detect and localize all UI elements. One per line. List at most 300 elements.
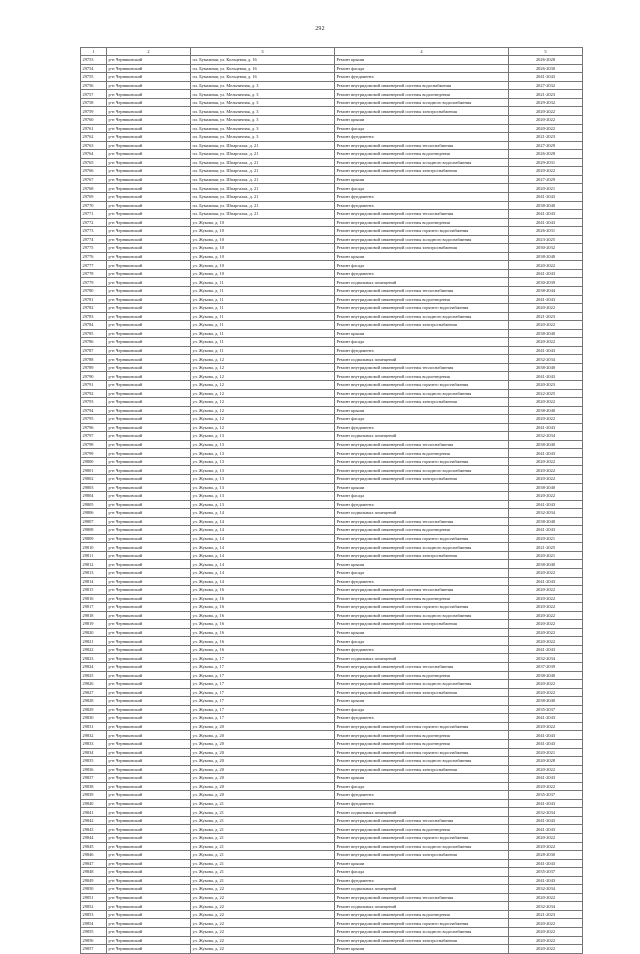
table-row bbox=[81, 201, 583, 210]
address-cell: пл. Бумажная, ул. Мельничная, д. 3 bbox=[191, 90, 335, 99]
row-number-cell: 29853 bbox=[81, 910, 107, 919]
work-type-cell: Ремонт подвальных помещений bbox=[335, 885, 509, 894]
address-cell: ул. Жукова, д. 16 bbox=[191, 603, 335, 612]
address-cell: ул. Жукова, д. 16 bbox=[191, 628, 335, 637]
row-number-cell: 29786 bbox=[81, 338, 107, 347]
address-cell: ул. Жукова, д. 11 bbox=[191, 304, 335, 313]
work-type-cell: Ремонт внутридомовой инженерной системы горячего водоснабжения bbox=[335, 534, 509, 543]
period-cell: 2020-2022 bbox=[509, 833, 583, 842]
district-cell: р-н Черниковский bbox=[107, 551, 191, 560]
row-number-cell: 29790 bbox=[81, 372, 107, 381]
address-cell: пл. Бумажная, ул. Шпаргалка, д. 21 bbox=[191, 167, 335, 176]
district-cell: р-н Черниковский bbox=[107, 81, 191, 90]
table-row bbox=[81, 833, 583, 842]
table-row bbox=[81, 64, 583, 73]
table-row bbox=[81, 663, 583, 672]
row-number-cell: 29839 bbox=[81, 791, 107, 800]
work-type-cell: Ремонт внутридомовой инженерной системы электроснабжения bbox=[335, 620, 509, 629]
period-cell: 2041-2043 bbox=[509, 218, 583, 227]
period-cell: 2041-2043 bbox=[509, 423, 583, 432]
period-cell: 2020-2022 bbox=[509, 927, 583, 936]
work-type-cell: Ремонт фундамента bbox=[335, 876, 509, 885]
table-row bbox=[81, 175, 583, 184]
address-cell: ул. Жукова, д. 20 bbox=[191, 757, 335, 766]
address-cell: ул. Жукова, д. 17 bbox=[191, 688, 335, 697]
header-cell-4: 4 bbox=[335, 48, 509, 56]
district-cell: р-н Черниковский bbox=[107, 569, 191, 578]
address-cell: ул. Жукова, д. 11 bbox=[191, 346, 335, 355]
district-cell: р-н Черниковский bbox=[107, 278, 191, 287]
row-number-cell: 29810 bbox=[81, 543, 107, 552]
period-cell: 2041-2043 bbox=[509, 774, 583, 783]
period-cell: 2027-2032 bbox=[509, 81, 583, 90]
row-number-cell: 29800 bbox=[81, 457, 107, 466]
capital-repair-table bbox=[80, 47, 583, 954]
row-number-cell: 29803 bbox=[81, 483, 107, 492]
address-cell: ул. Жукова, д. 20 bbox=[191, 722, 335, 731]
period-cell: 2020-2022 bbox=[509, 620, 583, 629]
address-cell: ул. Жукова, д. 14 bbox=[191, 526, 335, 535]
work-type-cell: Ремонт подвальных помещений bbox=[335, 902, 509, 911]
address-cell: ул. Жукова, д. 14 bbox=[191, 551, 335, 560]
period-cell: 2026-2028 bbox=[509, 56, 583, 65]
address-cell: ул. Жукова, д. 10 bbox=[191, 269, 335, 278]
period-cell: 2038-2040 bbox=[509, 560, 583, 569]
district-cell: р-н Черниковский bbox=[107, 594, 191, 603]
row-number-cell: 29795 bbox=[81, 415, 107, 424]
work-type-cell: Ремонт внутридомовой инженерной системы водоотведения bbox=[335, 372, 509, 381]
row-number-cell: 29828 bbox=[81, 697, 107, 706]
address-cell: пл. Бумажная, ул. Шпаргалка, д. 21 bbox=[191, 201, 335, 210]
row-number-cell: 29835 bbox=[81, 757, 107, 766]
period-cell: 2032-2034 bbox=[509, 808, 583, 817]
work-type-cell: Ремонт внутридомовой инженерной системы холодного водоснабжения bbox=[335, 680, 509, 689]
work-type-cell: Ремонт внутридомовой инженерной системы горячего водоснабжения bbox=[335, 748, 509, 757]
district-cell: р-н Черниковский bbox=[107, 808, 191, 817]
row-number-cell: 29754 bbox=[81, 64, 107, 73]
work-type-cell: Ремонт фасада bbox=[335, 64, 509, 73]
table-row bbox=[81, 500, 583, 509]
row-number-cell: 29836 bbox=[81, 765, 107, 774]
period-cell: 2032-2034 bbox=[509, 355, 583, 364]
work-type-cell: Ремонт фундамента bbox=[335, 201, 509, 210]
work-type-cell: Ремонт крыши bbox=[335, 56, 509, 65]
district-cell: р-н Черниковский bbox=[107, 885, 191, 894]
table-row bbox=[81, 731, 583, 740]
address-cell: ул. Жукова, д. 12 bbox=[191, 423, 335, 432]
district-cell: р-н Черниковский bbox=[107, 910, 191, 919]
row-number-cell: 29819 bbox=[81, 620, 107, 629]
row-number-cell: 29789 bbox=[81, 363, 107, 372]
period-cell: 2020-2022 bbox=[509, 475, 583, 484]
period-cell: 2021-2023 bbox=[509, 910, 583, 919]
district-cell: р-н Черниковский bbox=[107, 56, 191, 65]
address-cell: ул. Жукова, д. 11 bbox=[191, 312, 335, 321]
period-cell: 2021-2023 bbox=[509, 133, 583, 142]
district-cell: р-н Черниковский bbox=[107, 851, 191, 860]
table-row bbox=[81, 748, 583, 757]
row-number-cell: 29770 bbox=[81, 201, 107, 210]
period-cell: 2026-2030 bbox=[509, 64, 583, 73]
work-type-cell: Ремонт внутридомовой инженерной системы электроснабжения bbox=[335, 107, 509, 116]
table-row bbox=[81, 927, 583, 936]
period-cell: 2020-2022 bbox=[509, 842, 583, 851]
row-number-cell: 29812 bbox=[81, 560, 107, 569]
district-cell: р-н Черниковский bbox=[107, 500, 191, 509]
period-cell: 2035-2037 bbox=[509, 705, 583, 714]
row-number-cell: 29857 bbox=[81, 945, 107, 954]
row-number-cell: 29818 bbox=[81, 611, 107, 620]
work-type-cell: Ремонт фундамента bbox=[335, 799, 509, 808]
work-type-cell: Ремонт внутридомовой инженерной системы горячего водоснабжения bbox=[335, 722, 509, 731]
table-row bbox=[81, 380, 583, 389]
table-row bbox=[81, 757, 583, 766]
table-row bbox=[81, 868, 583, 877]
table-row bbox=[81, 688, 583, 697]
row-number-cell: 29759 bbox=[81, 107, 107, 116]
row-number-cell: 29834 bbox=[81, 748, 107, 757]
row-number-cell: 29855 bbox=[81, 927, 107, 936]
period-cell: 2021-2023 bbox=[509, 312, 583, 321]
row-number-cell: 29841 bbox=[81, 808, 107, 817]
period-cell: 2020-2022 bbox=[509, 415, 583, 424]
period-cell: 2038-2040 bbox=[509, 201, 583, 210]
address-cell: ул. Жукова, д. 13 bbox=[191, 500, 335, 509]
district-cell: р-н Черниковский bbox=[107, 620, 191, 629]
table-row bbox=[81, 910, 583, 919]
district-cell: р-н Черниковский bbox=[107, 167, 191, 176]
period-cell: 2041-2043 bbox=[509, 731, 583, 740]
work-type-cell: Ремонт фасада bbox=[335, 705, 509, 714]
address-cell: ул. Жукова, д. 16 bbox=[191, 611, 335, 620]
period-cell: 2041-2043 bbox=[509, 645, 583, 654]
row-number-cell: 29765 bbox=[81, 158, 107, 167]
address-cell: ул. Жукова, д. 20 bbox=[191, 765, 335, 774]
district-cell: р-н Черниковский bbox=[107, 782, 191, 791]
row-number-cell: 29787 bbox=[81, 346, 107, 355]
district-cell: р-н Черниковский bbox=[107, 902, 191, 911]
period-cell: 2023-2025 bbox=[509, 235, 583, 244]
address-cell: ул. Жукова, д. 16 bbox=[191, 586, 335, 595]
period-cell: 2038-2040 bbox=[509, 252, 583, 261]
period-cell: 2026-2031 bbox=[509, 227, 583, 236]
period-cell: 2020-2022 bbox=[509, 722, 583, 731]
district-cell: р-н Черниковский bbox=[107, 192, 191, 201]
table-row bbox=[81, 158, 583, 167]
period-cell: 2041-2043 bbox=[509, 269, 583, 278]
period-cell: 2041-2043 bbox=[509, 526, 583, 535]
table-row bbox=[81, 936, 583, 945]
period-cell: 2020-2022 bbox=[509, 107, 583, 116]
address-cell: ул. Жукова, д. 21 bbox=[191, 876, 335, 885]
work-type-cell: Ремонт внутридомовой инженерной системы горячего водоснабжения bbox=[335, 304, 509, 313]
address-cell: ул. Жукова, д. 20 bbox=[191, 731, 335, 740]
table-row bbox=[81, 56, 583, 65]
table-row bbox=[81, 842, 583, 851]
period-cell: 2020-2022 bbox=[509, 586, 583, 595]
header-cell-1: 1 bbox=[81, 48, 107, 56]
work-type-cell: Ремонт фундамента bbox=[335, 346, 509, 355]
row-number-cell: 29808 bbox=[81, 526, 107, 535]
table-row bbox=[81, 363, 583, 372]
period-cell: 2032-2034 bbox=[509, 509, 583, 518]
table-row bbox=[81, 338, 583, 347]
district-cell: р-н Черниковский bbox=[107, 543, 191, 552]
period-cell: 2020-2028 bbox=[509, 757, 583, 766]
row-number-cell: 29760 bbox=[81, 116, 107, 125]
address-cell: ул. Жукова, д. 11 bbox=[191, 286, 335, 295]
period-cell: 2041-2043 bbox=[509, 295, 583, 304]
work-type-cell: Ремонт внутридомовой инженерной системы электроснабжения bbox=[335, 167, 509, 176]
table-row bbox=[81, 517, 583, 526]
period-cell: 2041-2043 bbox=[509, 449, 583, 458]
work-type-cell: Ремонт внутридомовой инженерной системы горячего водоснабжения bbox=[335, 380, 509, 389]
period-cell: 2041-2043 bbox=[509, 859, 583, 868]
district-cell: р-н Черниковский bbox=[107, 945, 191, 954]
period-cell: 2027-2029 bbox=[509, 141, 583, 150]
work-type-cell: Ремонт фундамента bbox=[335, 645, 509, 654]
row-number-cell: 29852 bbox=[81, 902, 107, 911]
row-number-cell: 29804 bbox=[81, 492, 107, 501]
row-number-cell: 29755 bbox=[81, 73, 107, 82]
table-row bbox=[81, 304, 583, 313]
district-cell: р-н Черниковский bbox=[107, 415, 191, 424]
period-cell: 2020-2021 bbox=[509, 184, 583, 193]
table-row bbox=[81, 586, 583, 595]
work-type-cell: Ремонт внутридомовой инженерной системы водоотведения bbox=[335, 739, 509, 748]
district-cell: р-н Черниковский bbox=[107, 714, 191, 723]
table-row bbox=[81, 509, 583, 518]
table-row bbox=[81, 133, 583, 142]
district-cell: р-н Черниковский bbox=[107, 483, 191, 492]
work-type-cell: Ремонт подвальных помещений bbox=[335, 355, 509, 364]
work-type-cell: Ремонт внутридомовой инженерной системы электроснабжения bbox=[335, 765, 509, 774]
row-number-cell: 29807 bbox=[81, 517, 107, 526]
table-row bbox=[81, 885, 583, 894]
district-cell: р-н Черниковский bbox=[107, 509, 191, 518]
table-row bbox=[81, 620, 583, 629]
table-row bbox=[81, 116, 583, 125]
work-type-cell: Ремонт фасада bbox=[335, 569, 509, 578]
table-row bbox=[81, 551, 583, 560]
work-type-cell: Ремонт крыши bbox=[335, 774, 509, 783]
work-type-cell: Ремонт внутридомовой инженерной системы холодного водоснабжения bbox=[335, 927, 509, 936]
table-row bbox=[81, 432, 583, 441]
work-type-cell: Ремонт внутридомовой инженерной системы электроснабжения bbox=[335, 936, 509, 945]
work-type-cell: Ремонт крыши bbox=[335, 406, 509, 415]
table-row bbox=[81, 654, 583, 663]
work-type-cell: Ремонт внутридомовой инженерной системы теплоснабжения bbox=[335, 517, 509, 526]
district-cell: р-н Черниковский bbox=[107, 406, 191, 415]
period-cell: 2020-2022 bbox=[509, 680, 583, 689]
address-cell: пл. Бумажная, ул. Мельничная, д. 3 bbox=[191, 124, 335, 133]
period-cell: 2020-2021 bbox=[509, 748, 583, 757]
work-type-cell: Ремонт крыши bbox=[335, 175, 509, 184]
table-row bbox=[81, 876, 583, 885]
row-number-cell: 29767 bbox=[81, 175, 107, 184]
work-type-cell: Ремонт внутридомовой инженерной системы электроснабжения bbox=[335, 475, 509, 484]
district-cell: р-н Черниковский bbox=[107, 64, 191, 73]
work-type-cell: Ремонт внутридомовой инженерной системы водоотведения bbox=[335, 910, 509, 919]
row-number-cell: 29856 bbox=[81, 936, 107, 945]
period-cell: 2020-2022 bbox=[509, 945, 583, 954]
table-row bbox=[81, 611, 583, 620]
work-type-cell: Ремонт внутридомовой инженерной системы холодного водоснабжения bbox=[335, 98, 509, 107]
district-cell: р-н Черниковский bbox=[107, 517, 191, 526]
address-cell: ул. Жукова, д. 14 bbox=[191, 577, 335, 586]
row-number-cell: 29783 bbox=[81, 312, 107, 321]
period-cell: 2037-2039 bbox=[509, 663, 583, 672]
table-row bbox=[81, 449, 583, 458]
table-row bbox=[81, 235, 583, 244]
work-type-cell: Ремонт крыши bbox=[335, 252, 509, 261]
table-row bbox=[81, 252, 583, 261]
table-row bbox=[81, 423, 583, 432]
period-cell: 2038-2040 bbox=[509, 406, 583, 415]
district-cell: р-н Черниковский bbox=[107, 637, 191, 646]
row-number-cell: 29763 bbox=[81, 141, 107, 150]
period-cell: 2021-2023 bbox=[509, 90, 583, 99]
work-type-cell: Ремонт фасада bbox=[335, 868, 509, 877]
row-number-cell: 29772 bbox=[81, 218, 107, 227]
district-cell: р-н Черниковский bbox=[107, 175, 191, 184]
work-type-cell: Ремонт внутридомовой инженерной системы электроснабжения bbox=[335, 851, 509, 860]
address-cell: ул. Жукова, д. 13 bbox=[191, 440, 335, 449]
address-cell: ул. Жукова, д. 21 bbox=[191, 868, 335, 877]
district-cell: р-н Черниковский bbox=[107, 107, 191, 116]
work-type-cell: Ремонт внутридомовой инженерной системы электроснабжения bbox=[335, 321, 509, 330]
work-type-cell: Ремонт внутридомовой инженерной системы водоснабжения bbox=[335, 81, 509, 90]
district-cell: р-н Черниковский bbox=[107, 586, 191, 595]
table-row bbox=[81, 372, 583, 381]
row-number-cell: 29777 bbox=[81, 261, 107, 270]
district-cell: р-н Черниковский bbox=[107, 227, 191, 236]
work-type-cell: Ремонт внутридомовой инженерной системы теплоснабжения bbox=[335, 663, 509, 672]
period-cell: 2030-2039 bbox=[509, 278, 583, 287]
row-number-cell: 29829 bbox=[81, 705, 107, 714]
row-number-cell: 29762 bbox=[81, 133, 107, 142]
district-cell: р-н Черниковский bbox=[107, 833, 191, 842]
period-cell: 2020-2022 bbox=[509, 338, 583, 347]
row-number-cell: 29774 bbox=[81, 235, 107, 244]
address-cell: ул. Жукова, д. 22 bbox=[191, 945, 335, 954]
row-number-cell: 29830 bbox=[81, 714, 107, 723]
address-cell: ул. Жукова, д. 10 bbox=[191, 235, 335, 244]
period-cell: 2020-2022 bbox=[509, 782, 583, 791]
period-cell: 2020-2022 bbox=[509, 628, 583, 637]
address-cell: ул. Жукова, д. 17 bbox=[191, 654, 335, 663]
work-type-cell: Ремонт внутридомовой инженерной системы теплоснабжения bbox=[335, 210, 509, 219]
address-cell: ул. Жукова, д. 16 bbox=[191, 594, 335, 603]
work-type-cell: Ремонт внутридомовой инженерной системы водоотведения bbox=[335, 150, 509, 159]
work-type-cell: Ремонт внутридомовой инженерной системы теплоснабжения bbox=[335, 586, 509, 595]
district-cell: р-н Черниковский bbox=[107, 603, 191, 612]
address-cell: ул. Жукова, д. 13 bbox=[191, 457, 335, 466]
row-number-cell: 29753 bbox=[81, 56, 107, 65]
district-cell: р-н Черниковский bbox=[107, 321, 191, 330]
address-cell: ул. Жукова, д. 14 bbox=[191, 569, 335, 578]
row-number-cell: 29784 bbox=[81, 321, 107, 330]
row-number-cell: 29823 bbox=[81, 654, 107, 663]
row-number-cell: 29846 bbox=[81, 851, 107, 860]
district-cell: р-н Черниковский bbox=[107, 757, 191, 766]
district-cell: р-н Черниковский bbox=[107, 286, 191, 295]
district-cell: р-н Черниковский bbox=[107, 346, 191, 355]
work-type-cell: Ремонт внутридомовой инженерной системы холодного водоснабжения bbox=[335, 389, 509, 398]
district-cell: р-н Черниковский bbox=[107, 628, 191, 637]
period-cell: 2038-2040 bbox=[509, 483, 583, 492]
work-type-cell: Ремонт внутридомовой инженерной системы водоотведения bbox=[335, 295, 509, 304]
table-row bbox=[81, 286, 583, 295]
period-cell: 2020-2022 bbox=[509, 611, 583, 620]
address-cell: пл. Бумажная, ул. Шпаргалка, д. 21 bbox=[191, 210, 335, 219]
period-cell: 2020-2022 bbox=[509, 398, 583, 407]
row-number-cell: 29756 bbox=[81, 81, 107, 90]
district-cell: р-н Черниковский bbox=[107, 859, 191, 868]
row-number-cell: 29832 bbox=[81, 731, 107, 740]
district-cell: р-н Черниковский bbox=[107, 722, 191, 731]
address-cell: ул. Жукова, д. 10 bbox=[191, 218, 335, 227]
work-type-cell: Ремонт крыши bbox=[335, 628, 509, 637]
table-row bbox=[81, 124, 583, 133]
table-row bbox=[81, 791, 583, 800]
district-cell: р-н Черниковский bbox=[107, 440, 191, 449]
district-cell: р-н Черниковский bbox=[107, 825, 191, 834]
district-cell: р-н Черниковский bbox=[107, 876, 191, 885]
work-type-cell: Ремонт подвальных помещений bbox=[335, 808, 509, 817]
row-number-cell: 29794 bbox=[81, 406, 107, 415]
period-cell: 2038-2040 bbox=[509, 440, 583, 449]
period-cell: 2035-2037 bbox=[509, 868, 583, 877]
address-cell: пл. Бумажная, ул. Мельничная, д. 3 bbox=[191, 133, 335, 142]
table-row bbox=[81, 346, 583, 355]
address-cell: ул. Жукова, д. 13 bbox=[191, 466, 335, 475]
address-cell: ул. Жукова, д. 21 bbox=[191, 799, 335, 808]
row-number-cell: 29849 bbox=[81, 876, 107, 885]
table-row bbox=[81, 184, 583, 193]
district-cell: р-н Черниковский bbox=[107, 269, 191, 278]
row-number-cell: 29845 bbox=[81, 842, 107, 851]
work-type-cell: Ремонт внутридомовой инженерной системы теплоснабжения bbox=[335, 440, 509, 449]
row-number-cell: 29821 bbox=[81, 637, 107, 646]
work-type-cell: Ремонт фасада bbox=[335, 124, 509, 133]
address-cell: ул. Жукова, д. 21 bbox=[191, 825, 335, 834]
address-cell: ул. Жукова, д. 22 bbox=[191, 919, 335, 928]
table-row bbox=[81, 799, 583, 808]
district-cell: р-н Черниковский bbox=[107, 671, 191, 680]
row-number-cell: 29771 bbox=[81, 210, 107, 219]
table-row bbox=[81, 398, 583, 407]
district-cell: р-н Черниковский bbox=[107, 90, 191, 99]
address-cell: пл. Бумажная, ул. Шпаргалка, д. 21 bbox=[191, 184, 335, 193]
work-type-cell: Ремонт внутридомовой инженерной системы электроснабжения bbox=[335, 244, 509, 253]
period-cell: 2020-2022 bbox=[509, 688, 583, 697]
row-number-cell: 29825 bbox=[81, 671, 107, 680]
address-cell: ул. Жукова, д. 22 bbox=[191, 927, 335, 936]
district-cell: р-н Черниковский bbox=[107, 304, 191, 313]
period-cell: 2032-2034 bbox=[509, 885, 583, 894]
table-row bbox=[81, 680, 583, 689]
period-cell: 2041-2043 bbox=[509, 816, 583, 825]
row-number-cell: 29785 bbox=[81, 329, 107, 338]
row-number-cell: 29842 bbox=[81, 816, 107, 825]
work-type-cell: Ремонт внутридомовой инженерной системы водоотведения bbox=[335, 90, 509, 99]
address-cell: ул. Жукова, д. 14 bbox=[191, 509, 335, 518]
table-row bbox=[81, 295, 583, 304]
district-cell: р-н Черниковский bbox=[107, 133, 191, 142]
district-cell: р-н Черниковский bbox=[107, 748, 191, 757]
period-cell: 2030-2032 bbox=[509, 244, 583, 253]
